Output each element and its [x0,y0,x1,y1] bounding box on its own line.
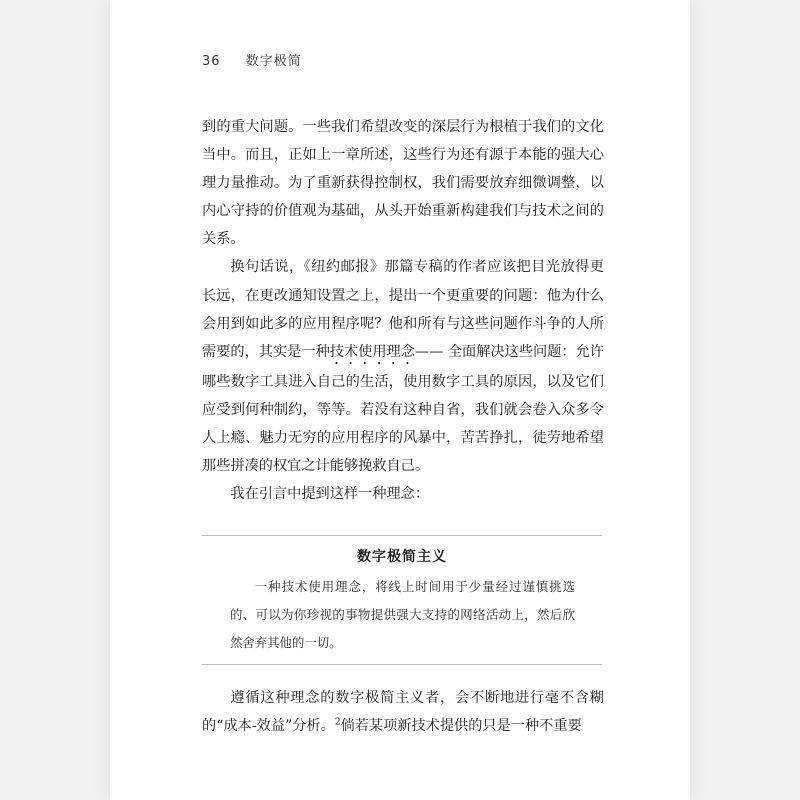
definition-title: 数字极简主义 [357,549,447,565]
paragraph-4-end: 倘若某项新技术提供的只是一种不重要 [340,718,582,735]
running-header [202,50,302,69]
paragraph-2 [202,253,604,480]
paragraph-2-end: —— 全面解决这些问题：允许哪些数字工具进入自己的生活，使用数字工具的原因，以及它们应受到何种制约，等等。若没有这种自省，我们就会卷入众多令人上瘾、魅力无穷的应用程序的风暴中，苦苦挣扎，徒劳地希望那些拼凑的权宜之计能够挽救自己。 [202,343,604,475]
emphasized-phrase: 技术使用理念 [329,343,415,360]
book-page [110,0,690,800]
paragraph-3: 我在引言中提到这样一种理念： [230,486,430,503]
main-text [202,113,604,508]
paragraph-2-start: 换句话说，《纽约邮报》那篇专稿的作者应该把目光放得更长远，在更改通知设置之上，提出一个更重要的问题：他为什么会用到如此多的应用程序呢？他和所有与这些问题作斗争的人所需要的，其实是一种 [202,259,604,360]
definition-box [202,535,602,665]
book-title: 数字极简 [245,54,302,69]
definition-text: 一种技术使用理念，将线上时间用于少量经过谨慎挑选的、可以为你珍视的事物提供强大支持的网络活动上，然后欣然舍弃其他的一切。 [230,579,575,650]
paragraph-4-start: 遵循这种理念的数字极简主义者，会不断地进行毫不含糊的“成本-效益”分析。 [202,690,604,735]
page-number: 36 [202,54,221,69]
paragraph-1: 到的重大问题。一些我们希望改变的深层行为根植于我们的文化当中。而且，正如上一章所述，这些行为还有源于本能的强大心理力量推动。为了重新获得控制权，我们需要放弃细微调整，以内心守持的价值观为基础，从头开始重新构建我们与技术之间的关系。 [202,119,604,248]
closing-text [202,684,604,740]
paragraph-4 [202,684,604,740]
footnote-marker[interactable]: 2 [334,717,341,728]
